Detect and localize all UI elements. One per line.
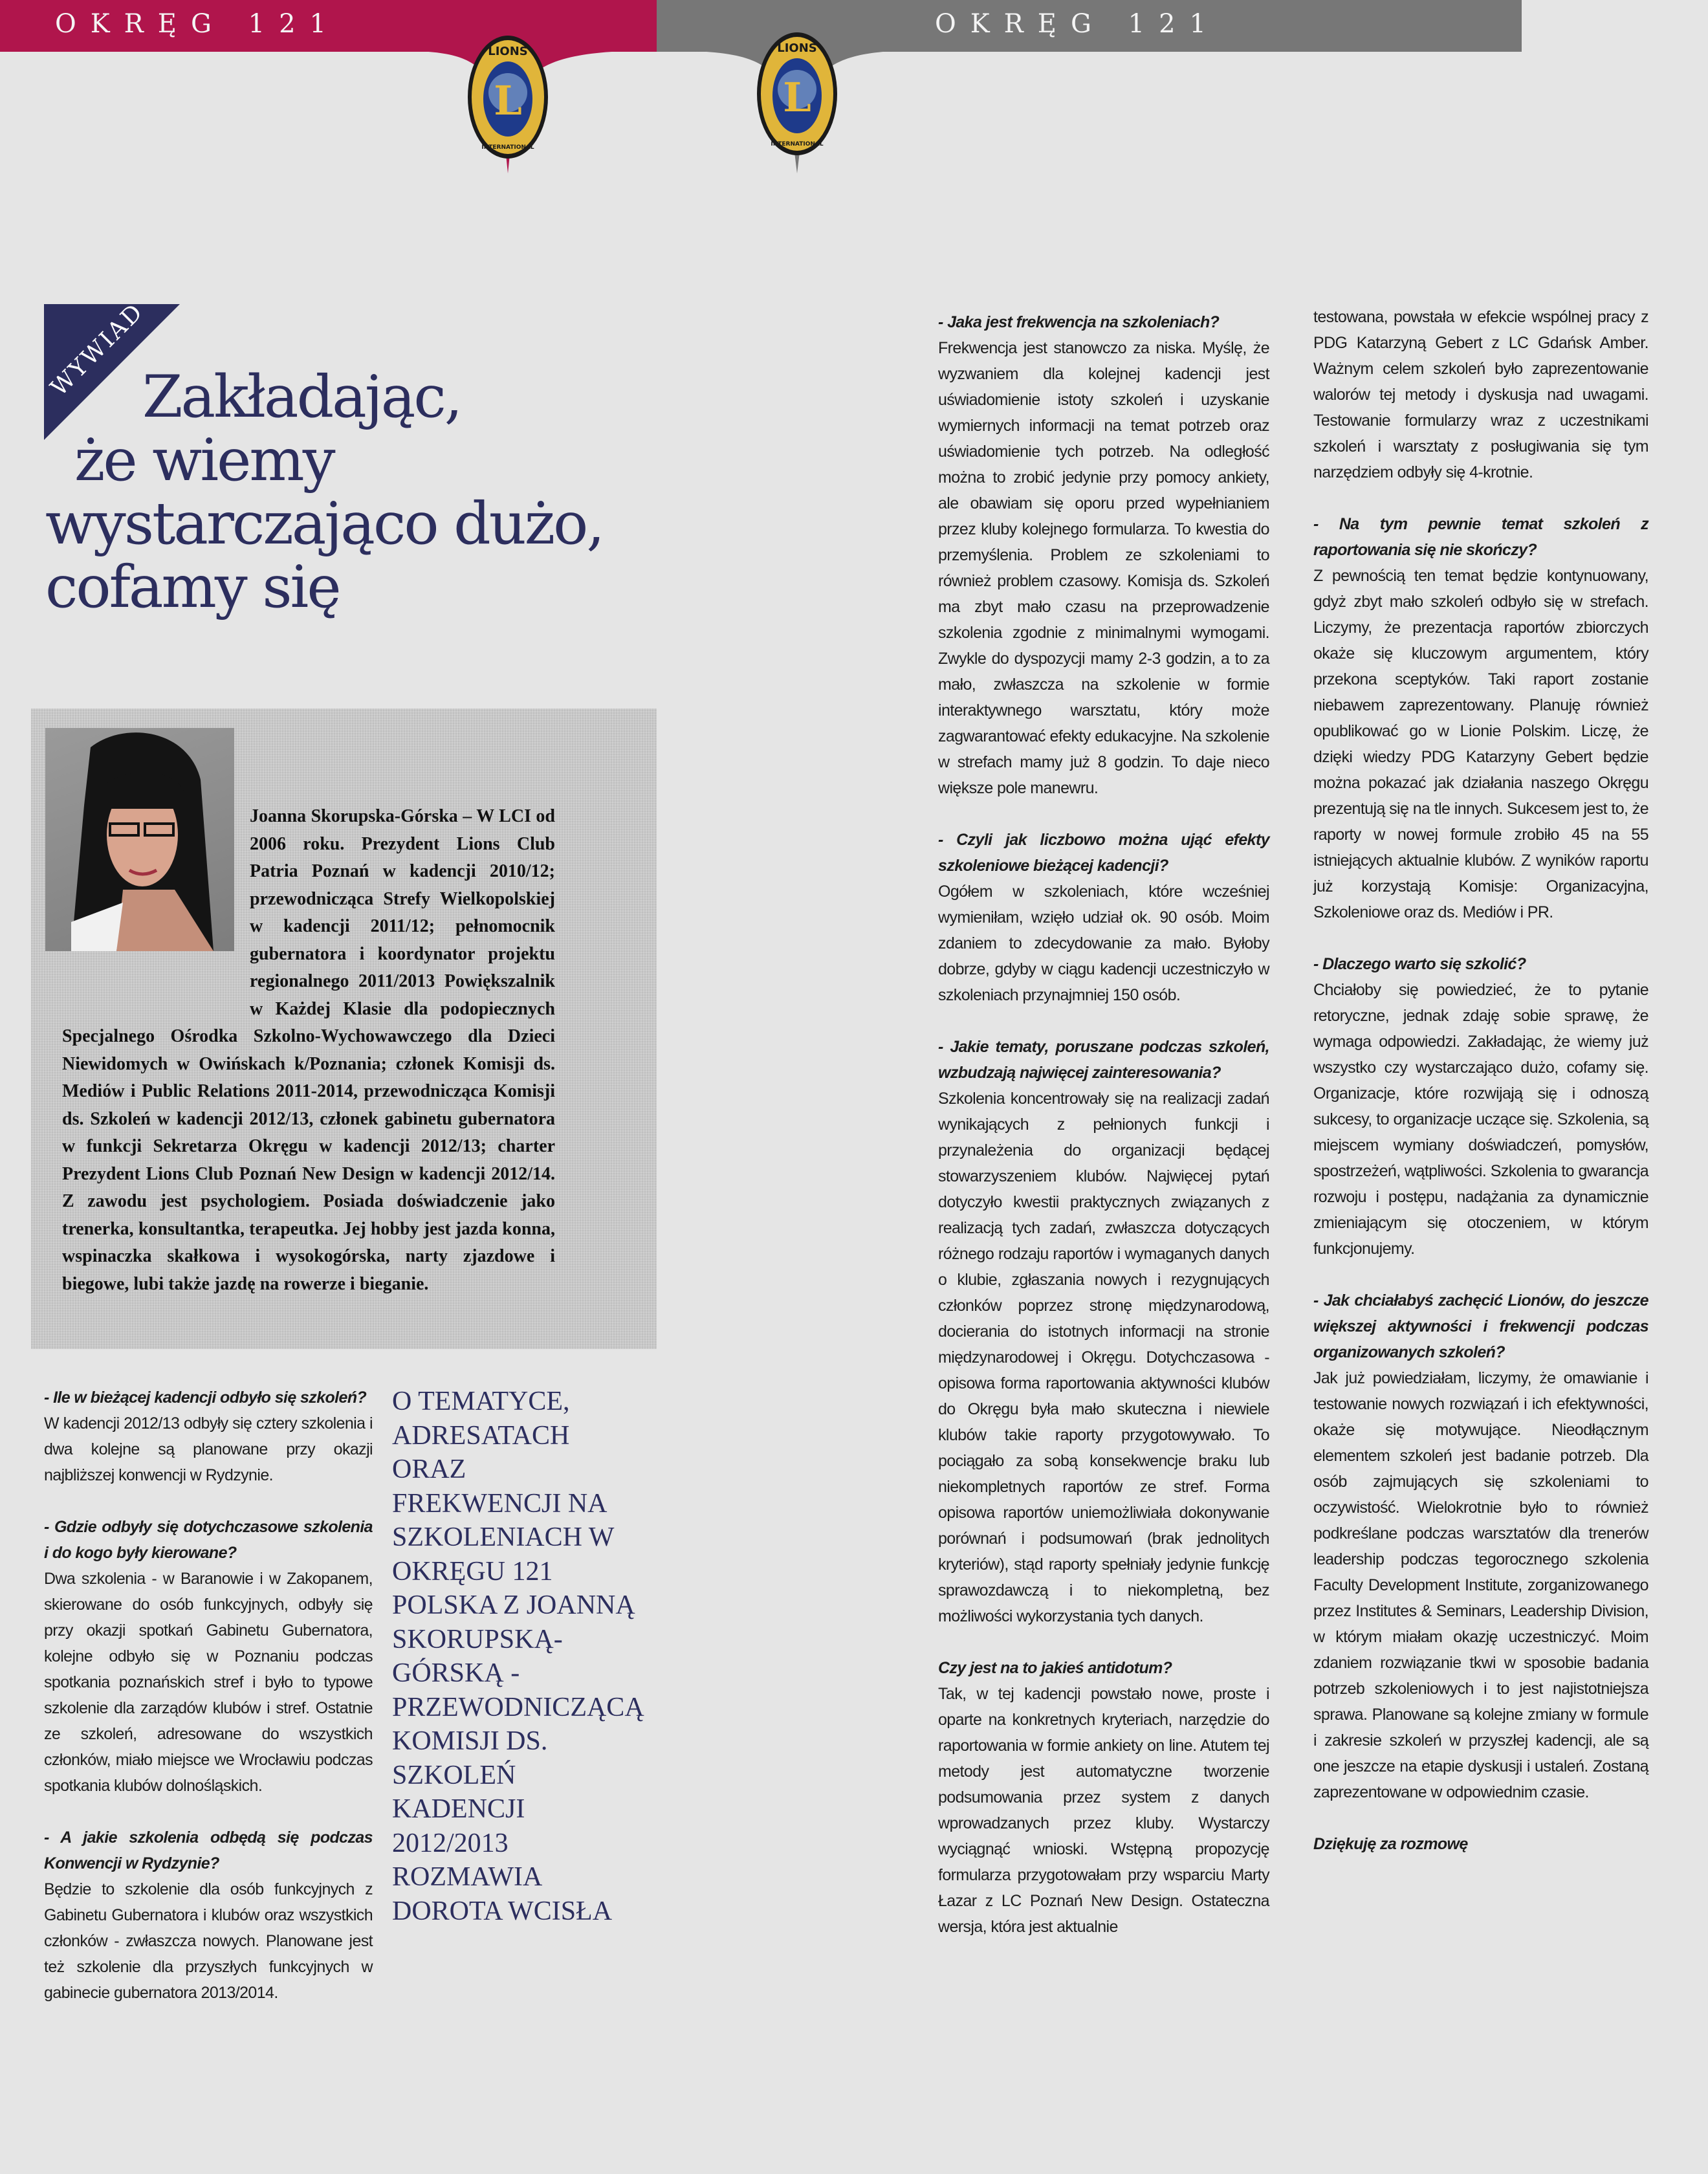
title-line: Zakładając,: [142, 363, 461, 431]
text-column-3: [1313, 304, 1648, 1883]
text-column-1: [44, 1385, 373, 2032]
interview-question: - Jaka jest frekwencja na szkoleniach?: [938, 313, 1220, 331]
interview-answer: Jak już powiedziałam, liczymy, że omawianie i testowanie nowych rozwiązań i ich efektywności, okaże się motywujące. Nieodłącznym elementem szkoleń jest badanie potrzeb. Dla osób zajmujących się szkoleniami to oczywistość. Wielokrotnie było to również podkreślane podczas warsztatów dla trenerów leadership podczas tegorocznego szkolenia Faculty Development Institute, zorganizowanego przez Institutes & Seminars, Leadership Division, w którym miałam okazję uczestniczyć. Moim zdaniem rozwiązanie tkwi w sposobie badania potrzeb szkoleniowych i to jest najistotniejsza sprawa. Planowane są kolejne zmiany w formule i zakresie szkoleń w przyszłej kadencji, ale są one jeszcze na etapie dyskusji i ustaleń. Zostaną zaprezentowane w odpowiednim czasie.: [1313, 1369, 1648, 1801]
interview-block: [938, 309, 1269, 801]
interview-question: Dziękuję za rozmowę: [1313, 1835, 1468, 1853]
interview-question: - Jak chciałabyś zachęcić Lionów, do jeszcze większej aktywności i frekwencji podczas organizowanych szkoleń?: [1313, 1291, 1648, 1361]
svg-text:LIONS: LIONS: [488, 45, 528, 58]
interview-answer: Dwa szkolenia - w Baranowie i w Zakopanem, skierowane do osób funkcyjnych, odbyły się przy okazji spotkań Gabinetu Gubernatora, kolejne odbyło się w Poznaniu podczas spotkania poznańskich stref i było to typowe szkolenie dla zarządów klubów i stref. Ostatnie ze szkoleń, adresowane do wszystkich członków, miało miejsce we Wrocławiu podczas spotkania klubów dolnośląskich.: [44, 1570, 373, 1795]
bio-text: Joanna Skorupska-Górska – W LCI od 2006 roku. Prezydent Lions Club Patria Poznań w kadencji 2010/12; przewodnicząca Strefy Wielkopolskiej w kadencji 2011/12; pełnomocnik gubernatora i koordynator projektu regionalnego 2011/2013 Powiększalnik w Każdej Klasie dla podopiecznych Specjalnego Ośrodka Szkolno-Wychowawczego dla Dzieci Niewidomych w Owińskach k/Poznania; członek Komisji ds. Mediów i Public Relations 2011-2014, przewodnicząca Komisji ds. Szkoleń w kadencji 2012/13, członek gabinetu gubernatora w funkcji Sekretarza Okręgu w kadencji 2012/13; charter Prezydent Lions Club Poznań New Design w kadencji 2012/14. Z zawodu jest psychologiem. Posiada doświadczenie jako trenerka, konsultantka, terapeutka. Jej hobby jest jazda konna, wspinaczka skałkowa i wysokogórska, narty zjazdowe i biegowe, lubi także jazdę na rowerze i bieganie.: [62, 806, 555, 1294]
bio-box: [31, 708, 657, 1349]
interview-block: [1313, 951, 1648, 1262]
lions-logo-left: [459, 29, 556, 210]
svg-text:LIONS: LIONS: [777, 41, 817, 55]
interview-question: - Na tym pewnie temat szkoleń z raportowania się nie skończy?: [1313, 515, 1648, 559]
interview-answer: Chciałoby się powiedzieć, że to pytanie retoryczne, jednak zdaję sobie sprawę, że wymaga odpowiedzi. Zakładając, że wiemy już wszystko czy wystarczająco dużo, cofamy się. Organizacje, które rozwijają się i odnoszą sukcesy, to organizacje uczące się. Szkolenia, są miejscem wymiany doświadczeń, pomysłów, spostrzeżeń, wątpliwości. Szkolenia to gwarancja rozwoju i postępu, nadążania za dynamicznie zmieniającym się otoczeniem, w którym funkcjonujemy.: [1313, 981, 1648, 1258]
interview-answer: W kadencji 2012/13 odbyły się cztery szkolenia i dwa kolejne są planowane przy okazji najbliższej konwencji w Rydzynie.: [44, 1414, 373, 1484]
interview-answer: Z pewnością ten temat będzie kontynuowany, gdyż zbyt mało szkoleń odbyło się w strefach. Liczymy, że prezentacja raportów zbiorczych okaże się kluczowym argumentem, który przekona sceptyków. Taki raport zostanie niebawem zaprezentowany. Planuję również opublikować go w Lionie Polskim. Liczę, że dzięki wiedzy PDG Katarzyny Gebert będzie można pokazać jak działania naszego Okręgu prezentują się na tle innych. Sukcesem jest to, że raporty w nowej formule zrobiło 45 na 55 istniejących aktualnie klubów. Z wyników raportu już korzystają Komisje: Organizacyjna, Szkoleniowe oraz ds. Mediów i PR.: [1313, 567, 1648, 921]
interview-block: [938, 1655, 1269, 1940]
title-line: cofamy się: [45, 553, 340, 621]
interview-answer: Frekwencja jest stanowczo za niska. Myślę, że wyzwaniem dla kolejnej kadencji jest uświadomienie istoty szkoleń i uzyskanie wymiernych informacji na temat potrzeb oraz uświadomienie tych potrzeb. Na odległość można to zrobić jedynie przy pomocy ankiety, ale obawiam się oporu przed wypełnianiem przez kluby kolejnego formularza. To kwestia do przemyślenia. Problem ze szkoleniami to również problem czasowy. Komisja ds. Szkoleń ma zbyt mało czasu na przeprowadzenie szkolenia zgodnie z minimalnymi wymogami. Zwykle do dyspozycji mamy 2-3 godzin, a to za mało, zwłaszcza na szkolenie w formie interaktywnego warsztatu, który może zagwarantować efekty edukacyjne. Na szkolenie w strefach mamy już 8 godzin. To daje nieco większe pole manewru.: [938, 339, 1269, 797]
interview-block: [938, 1034, 1269, 1629]
interview-block: [1313, 304, 1648, 485]
text-column-2: [938, 309, 1269, 1966]
svg-text:INTERNATIONAL: INTERNATIONAL: [771, 141, 824, 148]
interview-question: - Ile w bieżącej kadencji odbyło się szkoleń?: [44, 1389, 367, 1407]
interview-block: [44, 1385, 373, 1488]
interview-answer: Ogółem w szkoleniach, które wcześniej wymieniłam, wzięło udział ok. 90 osób. Moim zdaniem to zdecydowanie za mało. Byłoby dobrze, gdyby w ciągu kadencji uczestniczyło w szkoleniach przynajmniej 150 osób.: [938, 883, 1269, 1004]
interview-question: - A jakie szkolenia odbędą się podczas Konwencji w Rydzynie?: [44, 1828, 373, 1872]
interview-block: [44, 1514, 373, 1799]
title-line: wystarczająco dużo,: [45, 490, 603, 558]
svg-text:L: L: [494, 77, 522, 124]
bio-text-container: [62, 803, 555, 1298]
interview-question: - Dlaczego warto się szkolić?: [1313, 955, 1526, 973]
interview-answer: Tak, w tej kadencji powstało nowe, proste i oparte na konkretnych kryteriach, narzędzie do raportowania w formie ankiety on line. Atutem tej metody jest automatyczne tworzenie podsumowania przez system z danych wprowadzanych przez kluby. Wystarczy wyciągnąć wnioski. Wstępną propozycję formularza przygotowałam przy wsparciu Marty Łazar z LC Poznań New Design. Ostateczna wersja, która jest aktualnie: [938, 1685, 1269, 1936]
svg-text:INTERNATIONAL: INTERNATIONAL: [481, 144, 534, 151]
interview-answer: Szkolenia koncentrowały się na realizacji zadań wynikających z pełnionych funkcji i przynależenia do organizacji będącej stowarzyszeniem klubów. Najwięcej pytań dotyczyło kwestii praktycznych związanych z realizacją tych zadań, zwłaszcza dotyczących różnego rodzaju raportów i wymaganych danych o klubie, zgłaszania nowych i rezygnujących członków poprzez stronę międzynarodową, docierania do istotnych informacji na stronie międzynarodowej i Okręgu. Dotychczasowa - opisowa forma raportowania aktywności klubów do Okręgu była mało skuteczna i niewiele klubów takie raporty przygotowywało. To pociągało za sobą konsekwencje braku lub niekompletnych raportów ze stref. Forma opisowa raportów uniemożliwiała dokonywanie porównań i podsumowań (brak jednolitych kryteriów), stąd raporty spełniały jedynie funkcję sprawozdawczą i to niekompletną, bez możliwości wykorzystania tych danych.: [938, 1090, 1269, 1625]
interview-block: [938, 827, 1269, 1008]
article-lead: O TEMATYCE, ADRESATACH ORAZ FREKWENCJI NA SZKOLENIACH W OKRĘGU 121 POLSKA Z JOANNĄ SKORUPSKĄ-GÓRSKĄ - PRZEWODNICZĄCĄ KOMISJI DS. SZKOLEŃ KADENCJI 2012/2013 ROZMAWIA DOROTA WCISŁA: [392, 1387, 644, 1926]
interview-block: [44, 1825, 373, 2006]
interview-block: [1313, 1831, 1648, 1857]
header-label-right: OKRĘG 121: [935, 9, 1221, 39]
interview-answer: Będzie to szkolenie dla osób funkcyjnych z Gabinetu Gubernatora i klubów oraz wszystkich członków - zwłaszcza nowych. Planowane jest też szkolenie dla przyszłych funkcyjnych w gabinecie gubernatora 2013/2014.: [44, 1880, 373, 2002]
article-title: [45, 363, 603, 621]
svg-text:L: L: [783, 74, 811, 121]
interview-block: [1313, 511, 1648, 925]
lions-logo-right: [749, 26, 846, 207]
title-line: że wiemy: [74, 426, 334, 494]
header-label-left: OKRĘG 121: [55, 9, 341, 39]
section-tag: WYWIAD: [45, 298, 149, 402]
interview-answer: testowana, powstała w efekcie wspólnej pracy z PDG Katarzyną Gebert z LC Gdańsk Amber. Ważnym celem szkoleń było zaprezentowanie walorów tej metody i dyskusja nad uwagami. Testowanie formularzy wraz z uczestnikami szkoleń i warsztaty z posługiwania się tym narzędziem odbyły się 4-krotnie.: [1313, 308, 1648, 481]
interview-question: - Gdzie odbyły się dotychczasowe szkolenia i do kogo były kierowane?: [44, 1518, 373, 1562]
interview-question: Czy jest na to jakieś antidotum?: [938, 1659, 1172, 1677]
interview-block: [1313, 1288, 1648, 1805]
interview-question: - Jakie tematy, poruszane podczas szkoleń, wzbudzają najwięcej zainteresowania?: [938, 1038, 1269, 1082]
interview-question: - Czyli jak liczbowo można ująć efekty szkoleniowe bieżącej kadencji?: [938, 831, 1269, 875]
